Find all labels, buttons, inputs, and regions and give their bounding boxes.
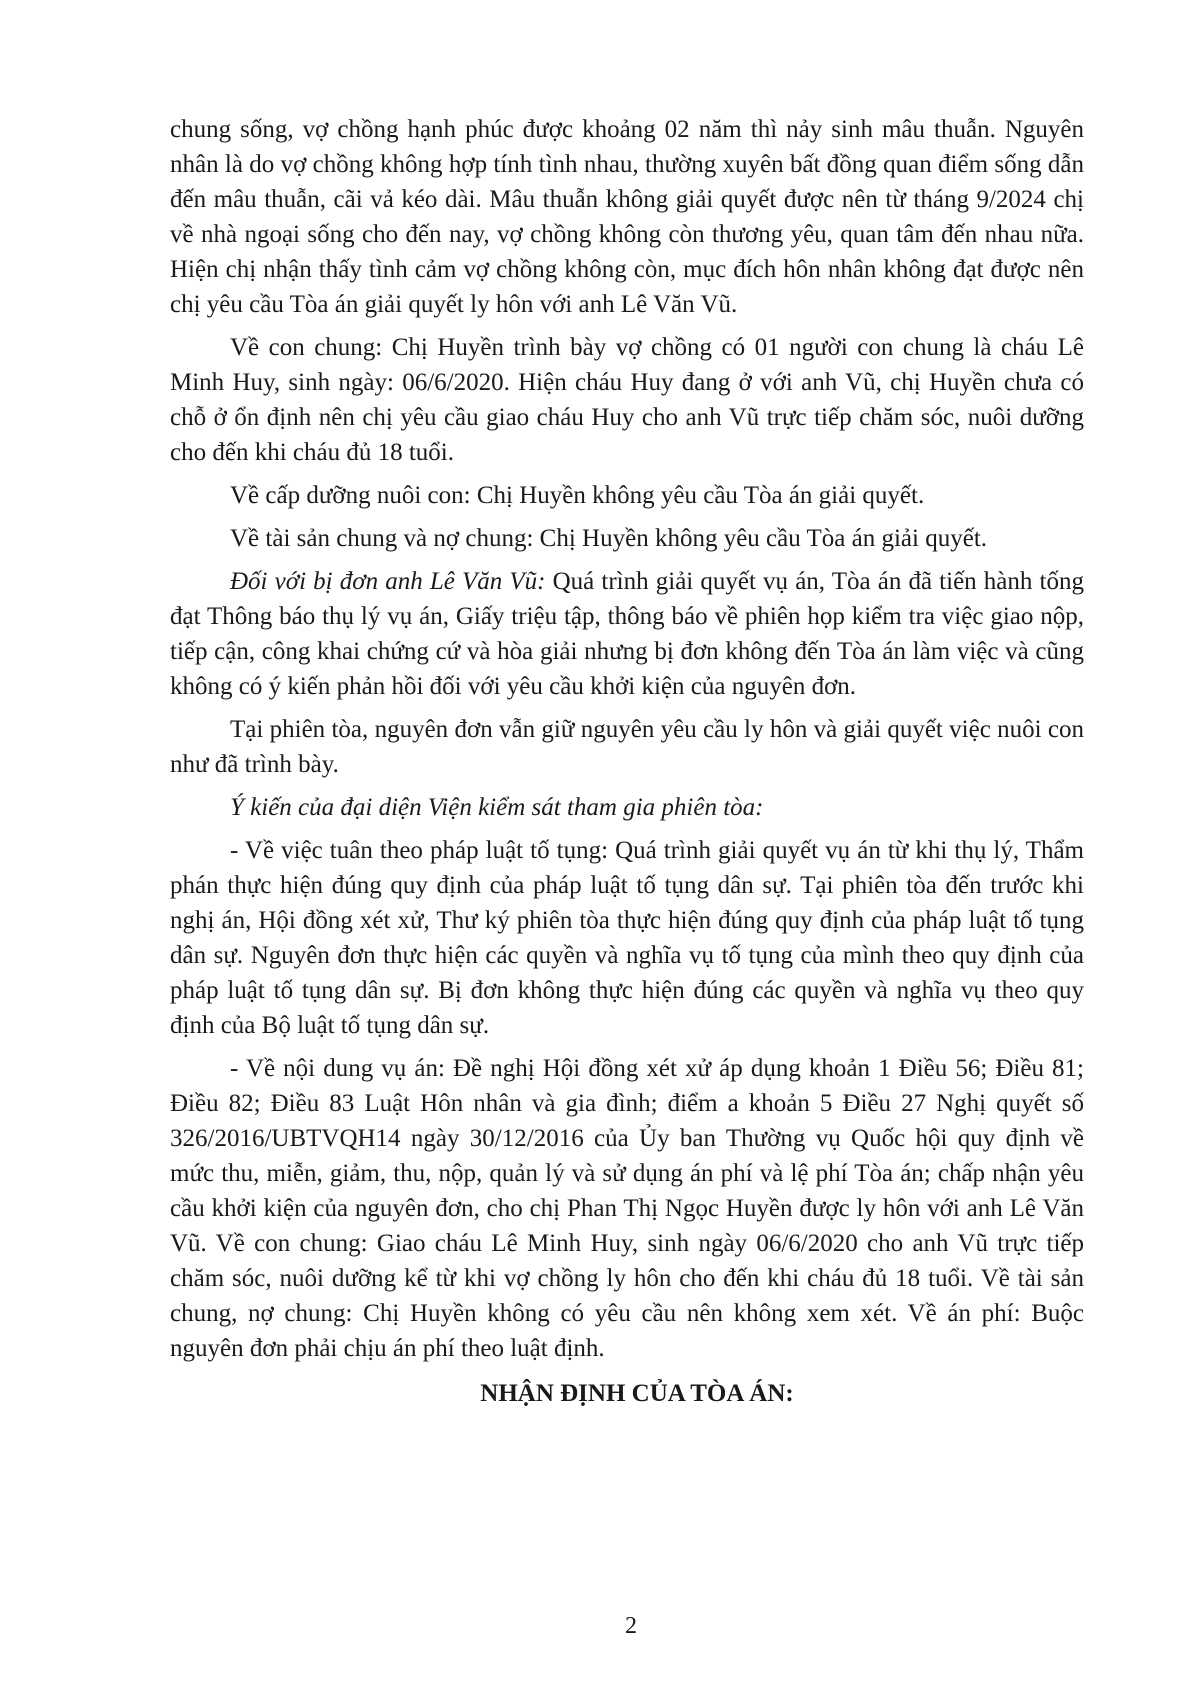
- paragraph-marital-conflict: chung sống, vợ chồng hạnh phúc được khoảng 02 năm thì nảy sinh mâu thuẫn. Nguyên nhân là do vợ chồng không hợp tính tình nhau, thường xuyên bất đồng quan điểm sống dẫn đến mâu thuẫn, cãi vả kéo dài. Mâu thuẫn không giải quyết được nên từ tháng 9/2024 chị về nhà ngoại sống cho đến nay, vợ chồng không còn thương yêu, quan tâm đến nhau nữa. Hiện chị nhận thấy tình cảm vợ chồng không còn, mục đích hôn nhân không đạt được nên chị yêu cầu Tòa án giải quyết ly hôn với anh Lê Văn Vũ.: [170, 116, 1084, 318]
- paragraph-defendant: [170, 564, 1084, 704]
- document-body: [170, 112, 1084, 1411]
- paragraph-procuracy-opinion-heading: Ý kiến của đại diện Viện kiểm sát tham gia phiên tòa:: [230, 794, 764, 821]
- section-heading-court-findings: NHẬN ĐỊNH CỦA TÒA ÁN:: [480, 1380, 794, 1407]
- defendant-lead-label: Đối với bị đơn anh Lê Văn Vũ:: [230, 568, 546, 595]
- paragraph-at-hearing: Tại phiên tòa, nguyên đơn vẫn giữ nguyên yêu cầu ly hôn và giải quyết việc nuôi con như đã trình bày.: [170, 716, 1084, 778]
- paragraph-common-child: Về con chung: Chị Huyền trình bày vợ chồng có 01 người con chung là cháu Lê Minh Huy, sinh ngày: 06/6/2020. Hiện cháu Huy đang ở với anh Vũ, chị Huyền chưa có chỗ ở ổn định nên chị yêu cầu giao cháu Huy cho anh Vũ trực tiếp chăm sóc, nuôi dưỡng cho đến khi cháu đủ 18 tuổi.: [170, 334, 1084, 466]
- page-number: 2: [625, 1613, 637, 1639]
- paragraph-case-content: - Về nội dung vụ án: Đề nghị Hội đồng xét xử áp dụng khoản 1 Điều 56; Điều 81; Điều 82; Điều 83 Luật Hôn nhân và gia đình; điểm a khoản 5 Điều 27 Nghị quyết số 326/2016/UBTVQH14 ngày 30/12/2016 của Ủy ban Thường vụ Quốc hội quy định về mức thu, miễn, giảm, thu, nộp, quản lý và sử dụng án phí và lệ phí Tòa án; chấp nhận yêu cầu khởi kiện của nguyên đơn, cho chị Phan Thị Ngọc Huyền được ly hôn với anh Lê Văn Vũ. Về con chung: Giao cháu Lê Minh Huy, sinh ngày 06/6/2020 cho anh Vũ trực tiếp chăm sóc, nuôi dưỡng kể từ khi vợ chồng ly hôn cho đến khi cháu đủ 18 tuổi. Về tài sản chung, nợ chung: Chị Huyền không có yêu cầu nên không xem xét. Về án phí: Buộc nguyên đơn phải chịu án phí theo luật định.: [170, 1055, 1084, 1362]
- defendant-paragraph-text: Quá trình giải quyết vụ án, Tòa án đã tiến hành tống đạt Thông báo thụ lý vụ án, Giấy triệu tập, thông báo về phiên họp kiểm tra việc giao nộp, tiếp cận, công khai chứng cứ và hòa giải nhưng bị đơn không đến Tòa án làm việc và cũng không có ý kiến phản hồi đối với yêu cầu khởi kiện của nguyên đơn.: [170, 568, 1084, 700]
- paragraph-common-property: Về tài sản chung và nợ chung: Chị Huyền không yêu cầu Tòa án giải quyết.: [230, 525, 988, 552]
- paragraph-child-support: Về cấp dưỡng nuôi con: Chị Huyền không yêu cầu Tòa án giải quyết.: [230, 482, 925, 509]
- paragraph-procedural-compliance: - Về việc tuân theo pháp luật tố tụng: Quá trình giải quyết vụ án từ khi thụ lý, Thẩm phán thực hiện đúng quy định của pháp luật tố tụng dân sự. Tại phiên tòa đến trước khi nghị án, Hội đồng xét xử, Thư ký phiên tòa thực hiện đúng quy định của pháp luật tố tụng dân sự. Nguyên đơn thực hiện các quyền và nghĩa vụ tố tụng của mình theo quy định của pháp luật tố tụng dân sự. Bị đơn không thực hiện đúng các quyền và nghĩa vụ theo quy định của Bộ luật tố tụng dân sự.: [170, 837, 1084, 1039]
